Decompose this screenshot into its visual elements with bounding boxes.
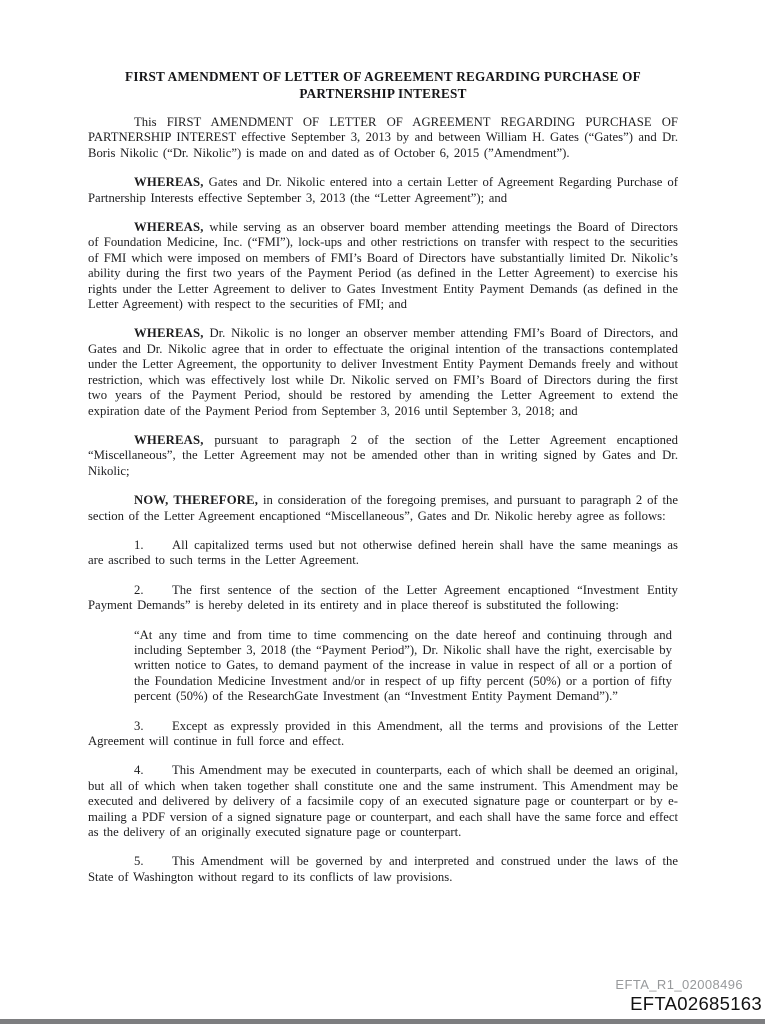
numbered-paragraph: 1. All capitalized terms used but not otherwise defined herein shall have the same meanings as are ascribed to such terms in the Letter Agreement.	[88, 537, 678, 568]
body-paragraph: WHEREAS, while serving as an observer board member attending meetings the Board of Directors of Foundation Medicine, Inc. (“FMI”), lock-ups and other restrictions on transfer with respect to the securities of FMI which were imposed on members of FMI’s Board of Directors have substantially limited Dr. Nikolic’s ability during the first two years of the Payment Period (as defined in the Letter Agreement) to exercise his rights under the Letter Agreement to deliver to Gates Investment Entity Payment Demands (as defined in the Letter Agreement) with respect to the securities of FMI; and	[88, 220, 678, 312]
numbered-paragraph: 5. This Amendment will be governed by and interpreted and construed under the laws of the State of Washington without regard to its conflicts of law provisions.	[88, 854, 678, 884]
paragraph-number: 2.	[134, 582, 144, 597]
paragraph-lead: NOW, THEREFORE,	[134, 493, 259, 508]
paragraph-lead: WHEREAS,	[134, 175, 204, 190]
quoted-substituted-clause: “At any time and from time to time commencing on the date hereof and continuing through and including September 3, 2018 (the “Payment Period”), Dr. Nikolic shall have the right, exercisable by written notice to Gates, to demand payment of the increase in value in respect of all or a portion of the Foundation Medicine Investment and/or in respect of up fifty percent (50%) or a portion of fifty percent (50%) of the ResearchGate Investment (an “Investment Entity Payment Demand”).”	[134, 627, 672, 704]
body-paragraph: This FIRST AMENDMENT OF LETTER OF AGREEMENT REGARDING PURCHASE OF PARTNERSHIP INTEREST effective September 3, 2013 by and between William H. Gates (“Gates”) and Dr. Boris Nikolic (“Dr. Nikolic”) is made on and dated as of October 6, 2015 (”Amendment”).	[88, 115, 678, 160]
numbered-paragraph: 3. Except as expressly provided in this Amendment, all the terms and provisions of the Letter Agreement will continue in full force and effect.	[88, 718, 678, 748]
body-paragraph: WHEREAS, Gates and Dr. Nikolic entered into a certain Letter of Agreement Regarding Purchase of Partnership Interests effective September 3, 2013 (the “Letter Agreement”); and	[88, 175, 679, 205]
paragraph-lead: WHEREAS,	[134, 432, 204, 447]
paragraph-lead: WHEREAS,	[134, 220, 204, 235]
paragraph-number: 3.	[134, 718, 144, 733]
bates-stamp-secondary: EFTA_R1_02008496	[615, 977, 743, 992]
paragraph-lead: WHEREAS,	[134, 326, 204, 341]
numbered-paragraph: 2. The first sentence of the section of the Letter Agreement encaptioned “Investment Entity Payment Demands” is hereby deleted in its entirety and in place thereof is substituted the following:	[88, 582, 678, 613]
body-paragraph: WHEREAS, Dr. Nikolic is no longer an observer member attending FMI’s Board of Directors, and Gates and Dr. Nikolic agree that in order to effectuate the original intention of the transactions contemplated under the Letter Agreement, the opportunity to deliver Investment Entity Payment Demands freely and without restriction, which was effectively lost while Dr. Nikolic served on FMI’s Board of Directors during the first two years of the Payment Period, should be restored by amending the Letter Agreement to extend the expiration date of the Payment Period from September 3, 2016 until September 3, 2018; and	[88, 326, 678, 418]
paragraph-number: 5.	[134, 854, 144, 869]
bottom-scan-bar	[0, 1019, 765, 1024]
bates-stamp-primary: EFTA02685163	[630, 993, 762, 1014]
body-paragraph: WHEREAS, pursuant to paragraph 2 of the section of the Letter Agreement encaptioned “Miscellaneous”, the Letter Agreement may not be amended other than in writing signed by Gates and Dr. Nikolic;	[88, 432, 678, 478]
numbered-paragraph: 4. This Amendment may be executed in counterparts, each of which shall be deemed an original, but all of which when taken together shall constitute one and the same instrument. This Amendment may be executed and delivered by delivery of a facsimile copy of an executed signature page or counterpart or by e-mailing a PDF version of a signed signature page or counterpart, and each shall have the same force and effect as the delivery of an originally executed signature page or counterpart.	[88, 763, 678, 840]
paragraph-number: 4.	[134, 763, 144, 778]
document-title-line1: FIRST AMENDMENT OF LETTER OF AGREEMENT REGARDING PURCHASE OF	[125, 69, 641, 84]
document-title	[88, 68, 678, 102]
paragraph-number: 1.	[134, 537, 144, 552]
body-paragraph: NOW, THEREFORE, in consideration of the foregoing premises, and pursuant to paragraph 2 of the section of the Letter Agreement encaptioned “Miscellaneous”, Gates and Dr. Nikolic hereby agree as follows:	[88, 493, 678, 523]
document-title-line2: PARTNERSHIP INTEREST	[299, 86, 467, 101]
document-body-container	[88, 68, 678, 899]
document-body	[88, 115, 678, 885]
